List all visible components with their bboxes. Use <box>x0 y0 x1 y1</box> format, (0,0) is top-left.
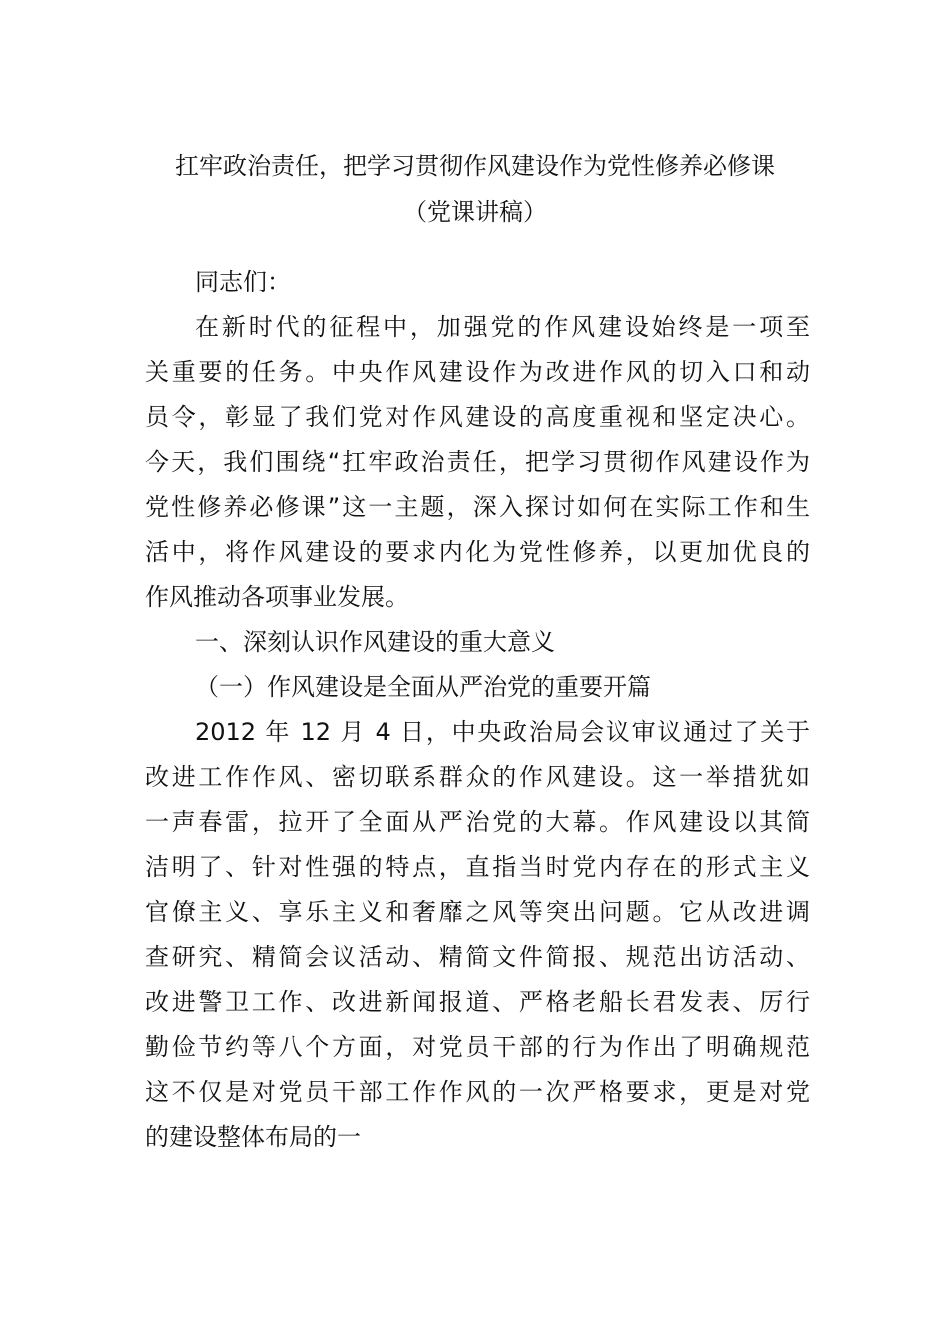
salutation: 同志们： <box>195 268 291 296</box>
paragraph-line: 员令，彰显了我们党对作风建设的高度重视和坚定决心。 <box>145 403 810 431</box>
paragraph-line: 改进警卫工作、改进新闻报道、严格老船长君发表、厉行 <box>145 988 810 1016</box>
paragraph-line: 这不仅是对党员干部工作作风的一次严格要求，更是对党 <box>145 1078 810 1106</box>
paragraph-line: 查研究、精简会议活动、精简文件简报、规范出访活动、 <box>145 943 810 971</box>
subsection-heading: （一）作风建设是全面从严治党的重要开篇 <box>195 673 651 701</box>
paragraph-line: 党性修养必修课”这一主题，深入探讨如何在实际工作和生 <box>145 493 810 521</box>
section-heading: 一、深刻认识作风建设的重大意义 <box>195 628 555 656</box>
paragraph-line: 勤俭节约等八个方面，对党员干部的行为作出了明确规范 <box>145 1033 810 1061</box>
paragraph-line: 官僚主义、享乐主义和奢靡之风等突出问题。它从改进调 <box>145 898 810 926</box>
document-subtitle: （党课讲稿） <box>403 198 547 226</box>
paragraph-line: 的建设整体布局的一 <box>145 1123 361 1151</box>
paragraph-line: 洁明了、针对性强的特点，直指当时党内存在的形式主义 <box>145 853 810 881</box>
paragraph-line: 在新时代的征程中，加强党的作风建设始终是一项至 <box>195 313 810 341</box>
paragraph-line: 一声春雷，拉开了全面从严治党的大幕。作风建设以其简 <box>145 808 810 836</box>
paragraph-line: 2012 年 12 月 4 日，中央政治局会议审议通过了关于 <box>195 718 810 746</box>
paragraph-line: 改进工作作风、密切联系群众的作风建设。这一举措犹如 <box>145 763 810 791</box>
document-title: 扛牢政治责任，把学习贯彻作风建设作为党性修养必修课 <box>175 152 775 180</box>
paragraph-line: 作风推动各项事业发展。 <box>145 583 409 611</box>
paragraph-line: 今天，我们围绕“扛牢政治责任，把学习贯彻作风建设作为 <box>145 448 810 476</box>
paragraph-line: 关重要的任务。中央作风建设作为改进作风的切入口和动 <box>145 358 810 386</box>
paragraph-line: 活中，将作风建设的要求内化为党性修养，以更加优良的 <box>145 538 810 566</box>
